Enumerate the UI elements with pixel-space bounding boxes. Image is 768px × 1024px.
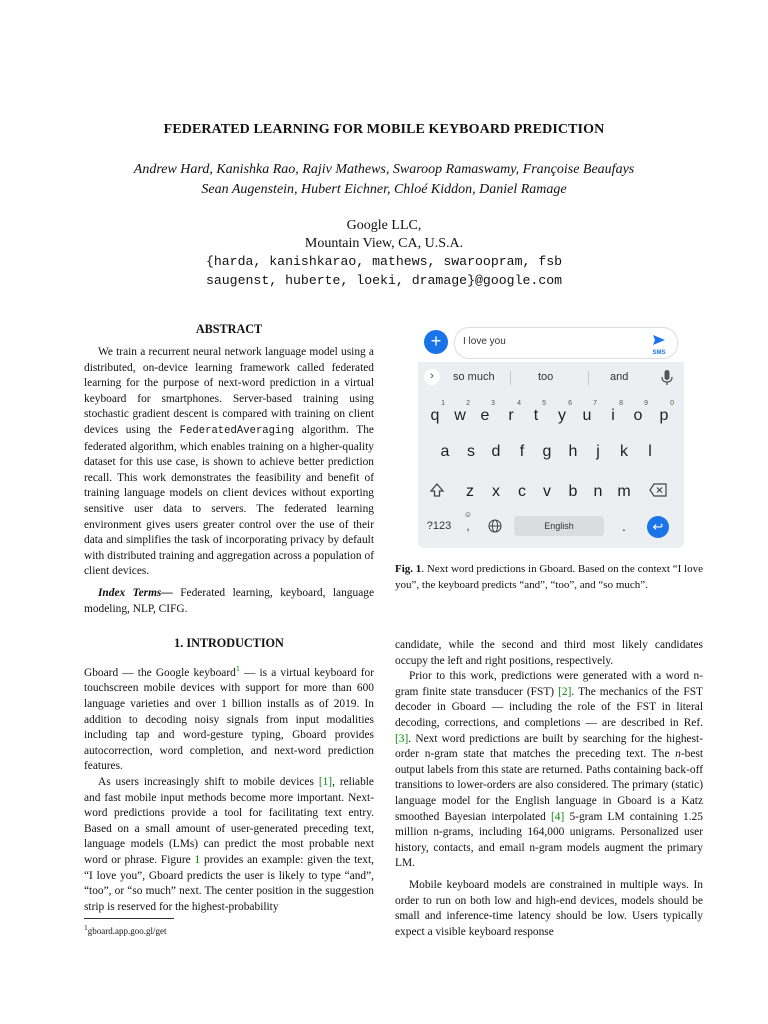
- key-row-1: [418, 398, 684, 430]
- suggestion-center[interactable]: too: [538, 371, 554, 383]
- right-column-body: [395, 638, 703, 940]
- key-j[interactable]: j: [596, 443, 600, 460]
- intro-body: [84, 661, 374, 915]
- period-key[interactable]: .: [622, 518, 626, 534]
- suggestion-right[interactable]: and: [610, 371, 629, 383]
- intro-paragraph-2: As users increasingly shift to mobile devices [1], reliable and fast mobile input methods become more important. Next-word predictions provide a tool for facilitating text entry. Based on a small amount of user-generated preceding text, language models (LMs) can predict the most probable next word or phrase. Figure 1 provides an example: given the text, “I love you”, Gboard predicts the user is likely to type “and”, “too”, or “so much” next. The center position in the suggestion strip is reserved for the highest-probability: [84, 775, 374, 913]
- send-arrow-icon: [653, 335, 665, 345]
- index-terms: Index Terms— Federated learning, keyboard, language modeling, NLP, CIFG.: [84, 586, 374, 615]
- authors-line-1: Andrew Hard, Kanishka Rao, Rajiv Mathews, Swaroop Ramaswamy, Françoise Beaufays: [133, 162, 635, 177]
- key-v[interactable]: v: [543, 483, 551, 500]
- figure-link[interactable]: 1: [194, 853, 201, 866]
- abstract-heading: ABSTRACT: [195, 322, 263, 336]
- shift-icon[interactable]: [429, 482, 445, 498]
- key-e[interactable]: 3 e: [480, 400, 495, 424]
- footnote: $^1$gboard.app.goo.gl/get: [84, 923, 167, 936]
- intro-paragraph-1: Gboard — the Google keyboard$^1$ — is a virtual keyboard for touchscreen mobile devices with support for more than 600 language varieties and over 1 billion installs as of 2019. In addition to decoding noisy signals from input modalities including tap and word-gesture typing, Gboard provides autocorrection, word completion, and next-word prediction features.: [84, 664, 374, 773]
- affiliation-line-2: Mountain View, CA, U.S.A.: [304, 236, 464, 251]
- abstract-body: [84, 345, 374, 617]
- key-d[interactable]: d: [491, 443, 501, 460]
- algorithm-name: FederatedAveraging: [179, 424, 295, 437]
- key-x[interactable]: x: [492, 483, 500, 500]
- index-terms-label: Index Terms—: [98, 586, 173, 599]
- symbols-key[interactable]: ?123: [426, 520, 452, 532]
- figure-caption: Fig. 1. Next word predictions in Gboard. Based on the context “I love you”, the keyboard predicts “and”, “too”, and “so much”.: [395, 563, 703, 591]
- footnote-rule: [84, 918, 174, 919]
- message-input[interactable]: [454, 327, 678, 359]
- key-g[interactable]: g: [542, 443, 552, 460]
- space-bar[interactable]: English: [514, 516, 604, 536]
- key-f[interactable]: f: [519, 443, 525, 460]
- divider: [510, 371, 511, 385]
- key-row-2: [418, 434, 684, 466]
- key-q[interactable]: 1 q: [430, 400, 445, 424]
- plus-icon[interactable]: +: [424, 330, 448, 354]
- paper-title: FEDERATED LEARNING FOR MOBILE KEYBOARD PREDICTION: [163, 122, 605, 137]
- key-c[interactable]: c: [518, 483, 526, 500]
- emails-line-2: saugenst, huberte, loeki, dramage}@google.com: [205, 273, 563, 288]
- chevron-right-icon[interactable]: ›: [424, 369, 440, 385]
- key-a[interactable]: a: [440, 443, 450, 460]
- emails-line-1: {harda, kanishkarao, mathews, swaroopram, fsb: [205, 254, 563, 269]
- key-o[interactable]: 9 o: [633, 400, 648, 424]
- comma-key[interactable]: ,: [466, 519, 470, 533]
- key-r[interactable]: 4 r: [508, 400, 521, 424]
- citation-link[interactable]: [2]: [558, 685, 572, 698]
- suggestion-strip: [418, 364, 684, 392]
- key-row-3: [418, 474, 684, 506]
- key-h[interactable]: h: [568, 443, 578, 460]
- citation-link[interactable]: [1]: [318, 775, 333, 788]
- divider: [588, 371, 589, 385]
- compose-bar: [418, 322, 684, 362]
- send-icon[interactable]: [651, 332, 667, 356]
- key-s[interactable]: s: [467, 443, 475, 460]
- key-y[interactable]: 6 y: [558, 400, 572, 424]
- right-paragraph-1: candidate, while the second and third most likely candidates occupy the left and right positions, respectively.: [395, 639, 703, 667]
- emoji-icon[interactable]: ☺: [463, 510, 473, 519]
- enter-icon[interactable]: ↩: [647, 516, 669, 538]
- key-z[interactable]: z: [466, 483, 474, 500]
- key-b[interactable]: b: [568, 483, 578, 500]
- citation-link[interactable]: [4]: [550, 810, 565, 823]
- authors-line-2: Sean Augenstein, Hubert Eichner, Chloé Kiddon, Daniel Ramage: [201, 182, 567, 197]
- key-k[interactable]: k: [620, 443, 628, 460]
- message-text: I love you: [463, 336, 506, 347]
- globe-icon[interactable]: [488, 519, 502, 533]
- key-u[interactable]: 7 u: [582, 400, 597, 424]
- key-n[interactable]: n: [593, 483, 603, 500]
- footnote-marker[interactable]: 1: [235, 664, 240, 673]
- keyboard-figure: [418, 322, 684, 548]
- intro-heading: 1. INTRODUCTION: [174, 636, 284, 650]
- right-paragraph-2: Prior to this work, predictions were generated with a word n-gram finite state transducer (FST) [2]. The mechanics of the FST decoder in Gboard — including the role of the FST in literal decoding, corrections, and completions — are described in Ref. [3]. Next word predictions are built by searching for the highest-order n-gram state that matches the preceding text. The n-best output labels from this state are returned. Paths containing back-off transitions to lower-orders are also considered. The primary (static) language model for the English language in Gboard is a Katz smoothed Bayesian interpolated [4] 5-gram LM containing 1.25 million n-grams, including 164,000 unigrams. Personalized user history, contacts, and email n-gram models augment the primary LM.: [395, 670, 703, 870]
- key-t[interactable]: 5 t: [533, 400, 546, 424]
- suggestion-left[interactable]: so much: [453, 371, 495, 383]
- send-label: SMS: [652, 350, 666, 356]
- figure-label: Fig. 1: [395, 563, 422, 575]
- backspace-icon[interactable]: [649, 483, 667, 497]
- key-w[interactable]: 2 w: [454, 400, 470, 424]
- microphone-icon[interactable]: [660, 369, 674, 387]
- key-m[interactable]: m: [617, 483, 631, 500]
- key-l[interactable]: l: [648, 443, 652, 460]
- abstract-paragraph: We train a recurrent neural network language model using a distributed, on-device learning framework called federated learning for the purpose of next-word prediction in a virtual keyboard for smartphones. Server-based training using stochastic gradient descent is compared with training on client devices using the FederatedAveraging algorithm. The federated algorithm, which enables training on a higher-quality dataset for this use case, is shown to achieve better prediction recall. This work demonstrates the feasibility and benefit of training language models on client devices without exporting sensitive user data to servers. The federated learning environment gives users greater control over the use of their data and simplifies the task of incorporating privacy by default with distributed training and aggregation across a population of client devices.: [84, 346, 374, 578]
- affiliation-line-1: Google LLC,: [346, 218, 422, 233]
- citation-link[interactable]: [3]: [395, 732, 409, 745]
- key-i[interactable]: 8 i: [611, 400, 623, 424]
- key-p[interactable]: 0 p: [659, 400, 674, 424]
- right-paragraph-3: Mobile keyboard models are constrained in multiple ways. In order to run on both low and high-end devices, models should be small and inference-time latency should be low. Users typically expect a visible keyboard response: [395, 878, 703, 938]
